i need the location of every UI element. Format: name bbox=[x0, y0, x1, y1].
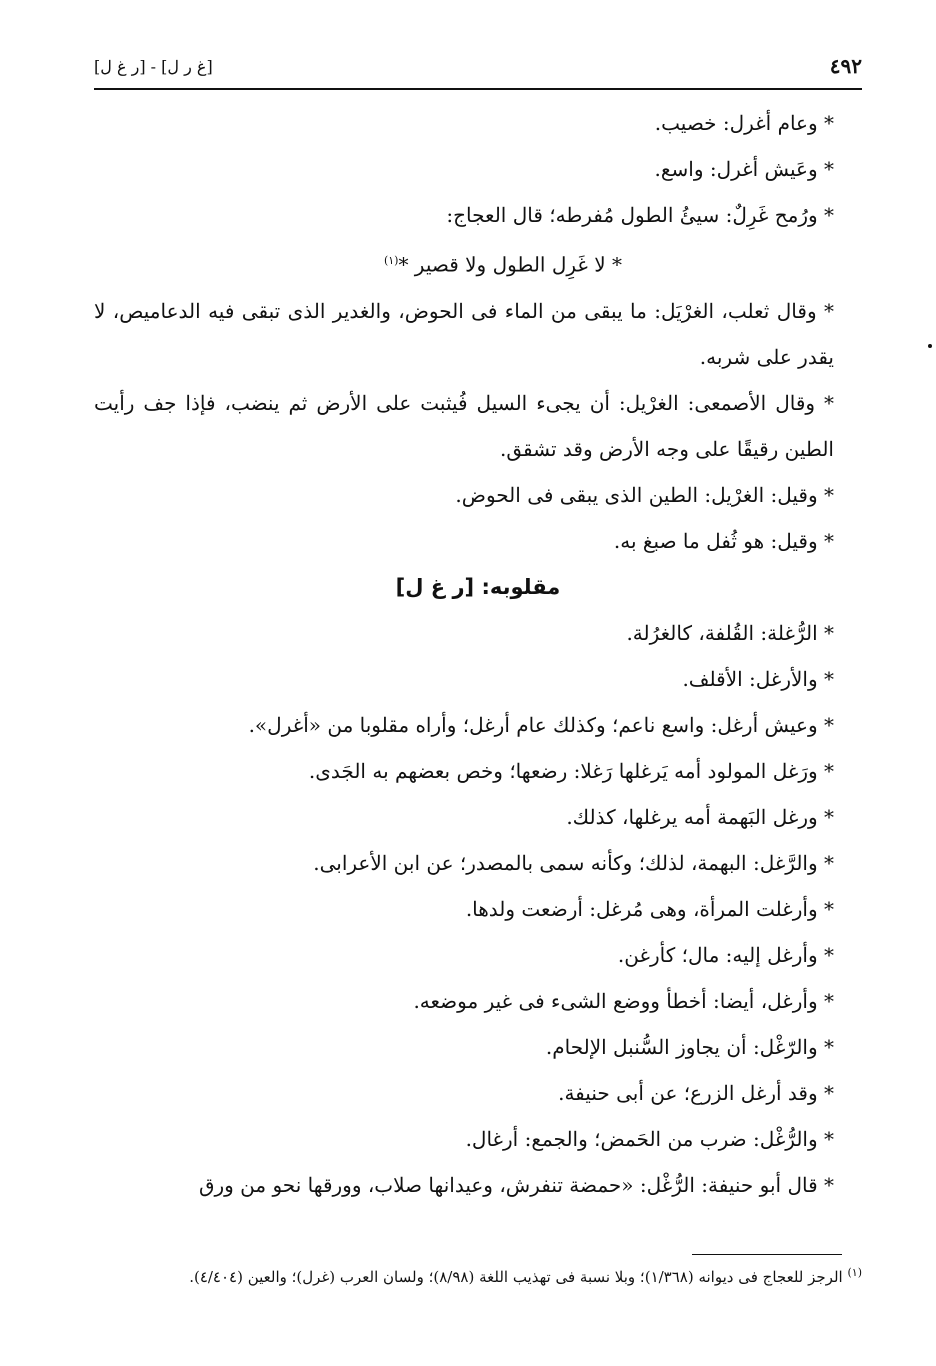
entry-19: * والرُّغْل: ضرب من الحَمض؛ والجمع: أرغال. bbox=[465, 1126, 834, 1151]
entry-18: * وقد أرغل الزرع؛ عن أبى حنيفة. bbox=[558, 1080, 834, 1105]
footnote-rule bbox=[692, 1254, 842, 1255]
margin-dot bbox=[928, 344, 932, 348]
entry-2: * وعَيش أغرل: واسع. bbox=[654, 157, 834, 181]
verse-note-ref: (١) bbox=[383, 254, 399, 267]
entry-20: * قال أبو حنيفة: الرُّغْل: «حمضة تنفرش، وعيدانها صلاب، وورقها نحو من ورق bbox=[198, 1172, 834, 1197]
entry-4: * وقال ثعلب، الغرْيَل: ما يبقى من الماء فى الحوض، والغدير الذى تبقى فيه الدعاميص، لا يقدر على شربه. bbox=[94, 298, 834, 369]
entry-8: * الرُّغلة: القُلفة، كالغرُلة. bbox=[626, 620, 834, 645]
page-header bbox=[94, 46, 862, 86]
entry-6: * وقيل: الغرْيل: الطين الذى يبقى فى الحوض. bbox=[455, 482, 834, 507]
running-head: [غ ر ل] - [ر غ ل] bbox=[94, 56, 213, 76]
footnote-text: الرجز للعجاج فى ديوانه (١/٣٦٨)؛ وبلا نسبة فى تهذيب اللغة (٨/٩٨)؛ ولسان العرب (غرل)؛ والعين (٤/٤٠٤). bbox=[189, 1268, 843, 1286]
entry-7: * وقيل: هو ثُفل ما صبغ به. bbox=[613, 528, 834, 553]
verse-line bbox=[94, 238, 862, 288]
entry-13: * والرَّغل: البهمة، لذلك؛ وكأنه سمى بالمصدر؛ عن ابن الأعرابى. bbox=[313, 850, 834, 875]
entry-15: * وأرغل إليه: مال؛ كأرغن. bbox=[617, 942, 834, 967]
section-heading: مقلوبه: [ر غ ل] bbox=[395, 574, 561, 599]
entry-10: * وعيش أرغل: واسع ناعم؛ وكذلك عام أرغل؛ وأراه مقلوبا من «أغرل». bbox=[248, 712, 834, 737]
entry-3: * ورُمح غَرِلٌ: سيئُ الطول مُفرطه؛ قال العجاج: bbox=[446, 203, 834, 227]
entry-17: * والرّغْل: أن يجاوز السُّنبل الإلحام. bbox=[545, 1034, 834, 1059]
page-number: ٤٩٢ bbox=[829, 54, 862, 78]
entry-1: * وعام أغرل: خصيب. bbox=[654, 111, 834, 135]
header-rule bbox=[94, 88, 862, 90]
entry-11: * ورَغل المولود أمه يَرغلها رَغلا: رضعها؛ وخص بعضهم به الجَدى. bbox=[308, 758, 834, 783]
entry-16: * وأرغل، أيضا: أخطأ ووضع الشىء فى غير موضعه. bbox=[413, 988, 834, 1013]
footnote-number: (١) bbox=[847, 1266, 862, 1279]
entry-14: * وأرغلت المرأة، وهى مُرغل: أرضعت ولدها. bbox=[465, 896, 834, 921]
entry-12: * ورغل البَهمة أمه يرغلها، كذلك. bbox=[566, 804, 834, 829]
verse-text: * لا غَرِل الطول ولا قصير * bbox=[398, 252, 622, 277]
body-text bbox=[94, 100, 862, 1208]
entry-9: * والأرغل: الأقلف. bbox=[682, 666, 834, 691]
entry-5: * وقال الأصمعى: الغرْيل: أن يجىء السيل فُيثبت على الأرض ثم ينضب، فإذا جف رأيت الطين رقيقًا على وجه الأرض وقد تشقق. bbox=[94, 390, 834, 461]
footnote bbox=[94, 1260, 862, 1290]
